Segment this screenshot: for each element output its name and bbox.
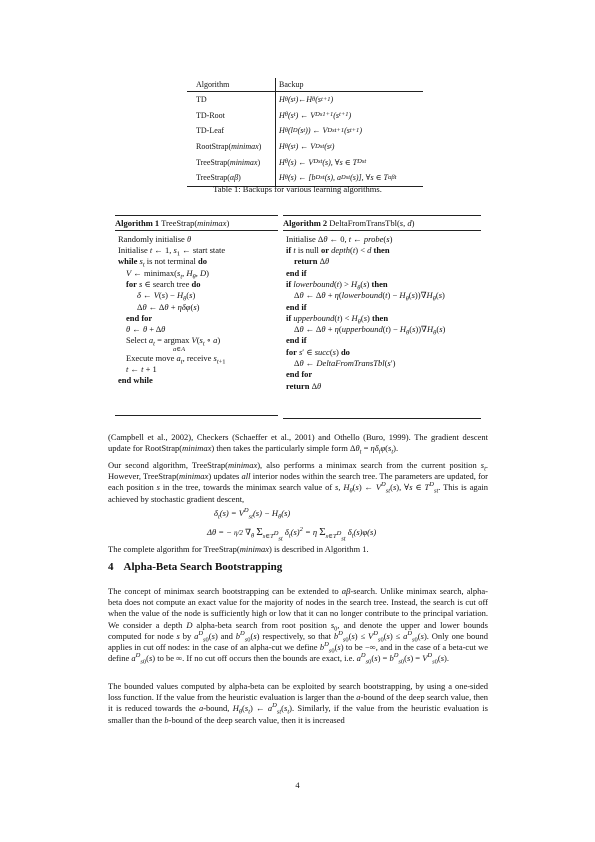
table-caption: Table 1: Backups for various learning algorithms. (213, 184, 382, 194)
table-row (187, 108, 423, 124)
paragraph-3: The complete algorithm for TreeStrap(minimax) is described in Algorithm 1. (108, 544, 369, 554)
table-cell-backup: H θ (s t ) ← H θ (s t+1 ) (275, 92, 333, 108)
table-cell-backup: H θ (l D (s t )) ← V D st+1 (s t+1 ) (275, 123, 362, 139)
algo-line: Δθ ← DeltaFromTransTbl(s′) (294, 358, 396, 369)
algo-line: end while (118, 375, 153, 386)
algo-line: end if (286, 267, 307, 278)
algo-line: while $s_t$ is not terminal do (118, 256, 207, 270)
algo-line: end if (286, 335, 307, 346)
equation-delta: $\delta_t(s) = V^D_{st}(s) - H_\theta(s)$ (214, 507, 291, 521)
table-row (187, 92, 423, 108)
table-cell-backup: H θ (s) ← V D st (s), ∀s ∈ T D st (275, 154, 366, 170)
section-heading: 4 Alpha-Beta Search Bootstrapping (108, 561, 283, 573)
algo-line: for s ∈ search tree do (126, 278, 201, 289)
algo-line: if t is null or depth(t) < d then (286, 245, 390, 256)
algorithm-2-title: Algorithm 2 DeltaFromTransTbl(s, d) (283, 215, 481, 231)
algorithm-2-body (283, 231, 481, 392)
table-cell-algorithm: TD (196, 95, 207, 105)
algo-line: end for (286, 369, 313, 380)
paragraph-1: (Campbell et al., 2002), Checkers (Schaeffer et al., 2001) and Othello (Buro, 1999). The gradient descent update for RootStrap(minimax) then takes the particularly simple form $\Delta\theta_t = \eta\delta_t\varphi(s_t)$. (108, 432, 488, 456)
equation-update: Δθ = − η/2 $\nabla_\theta$ $\Sigma_{s\in T^D_{st}}$ $\delta_t(s)^2 = \eta$ $\Sigma_{s\in T^D_{st}}$ $\delta_t(s)\varphi(s)$ (207, 526, 377, 542)
algo-line: V ← $minimax(s_t$, $H_\theta$, D) (126, 267, 209, 281)
algorithm-1-body (115, 231, 278, 387)
algo-line: for s′ ∈ succ(s) do (286, 346, 350, 357)
algo-line: Select $a_t = argmax$ $V(s_t$ ∘ a) (126, 335, 221, 349)
paragraph-5: The bounded values computed by alpha-beta can be exploited by search bootstrapping, by using a one-sided loss function. If the value from the heuristic evaluation is larger than the a-bound of the deep search value, then it is reduced towards the a-bound, $H_\theta(s_t)$ ← $a^D_{st}(s_t)$. Similarly, if the value from the heuristic evaluation is smaller than the b-bound of the deep search value, then it is increased (108, 681, 488, 725)
table-cell-backup: H θ (s) ← [b D st (s), a D st (s)], ∀s ∈ T αβ t (275, 170, 396, 186)
algo-line: return Δθ (294, 256, 330, 267)
algo-line: Δθ ← Δθ + η(lowerbound(t) − $H_\theta(s))\nabla H_\theta(s)$ (294, 290, 445, 303)
algo-line: if lowerbound(t) > $H_\theta(s)$ then (286, 278, 388, 292)
table-header-backup: Backup (275, 78, 303, 91)
table-cell-backup: H θ (s t ) ← V D st (s t ) (275, 139, 334, 155)
algo-line: Δθ ← Δθ + η(upperbound(t) − $H_\theta(s))\nabla H_\theta(s)$ (294, 324, 446, 337)
algo-line: Execute move $a_t$, receive $s_{t+1}$ (126, 352, 226, 366)
page-number: 4 (295, 780, 300, 790)
algorithm-1-box (115, 215, 278, 416)
table-cell-algorithm: TreeStrap(αβ) (196, 173, 241, 183)
algo-line: t ← t + 1 (126, 364, 157, 375)
table-cell-algorithm: TD-Root (196, 110, 225, 120)
paragraph-4: The concept of minimax search bootstrapping can be extended to αβ-search. Unlike minimax search, alpha-beta does not compute an exact value for the majority of nodes in the search tree. Instead, the search is cut off when the value of the node is sufficiently high or low that it can no longer contribute to the principal variation. We consider a depth D alpha-beta search from root position $s_0$, and denote the upper and lower bounds computed for node s by $a^D_{s0}(s)$ and $b^D_{s0}(s)$ respectively, so that $b^D_{s0}(s) \le V^D_{s0}(s) \le a^D_{s0}(s)$. Only one bound applies in cut off nodes: in the case of an alpha-cut we define $b^D_{s0}(s)$ to be −∞, and in the case of a beta-cut we define $a^D_{s0}(s)$ to be ∞. If no cut off occurs then the bounds are exact, i.e. $a^D_{s0}(s) = b^D_{s0}(s) = V^D_{s0}(s)$. (108, 586, 489, 666)
table-row (187, 154, 423, 170)
table-cell-algorithm: TreeStrap(minimax) (196, 157, 261, 167)
table-cell-algorithm: RootStrap(minimax) (196, 142, 262, 152)
algo-line: θ ← θ + Δθ (126, 324, 166, 335)
algorithm-2-box (283, 215, 481, 419)
table-header-row (187, 78, 423, 91)
algo-line: δ ← $V(s) - H_\theta(s)$ (137, 290, 196, 303)
algo-line: Initialise Δθ ← 0, t ← probe(s) (286, 233, 393, 244)
algorithm-1-title: Algorithm 1 TreeStrap(minimax) (115, 215, 278, 231)
algo-line: Randomly initialise θ (118, 233, 192, 244)
algo-line: return Δθ (286, 380, 322, 391)
table-cell-algorithm: TD-Leaf (196, 126, 224, 136)
table-row (187, 139, 423, 155)
algo-line: Δθ ← Δθ + ηδφ(s) (137, 301, 200, 312)
paragraph-2: Our second algorithm, TreeStrap(minimax), also performs a minimax search from the current position $s_t$. However, TreeStrap(minimax) updates all interior nodes within the search tree. The parameters are updated, for each position s in the tree, towards the minimax search value of s, $H_\theta(s)$ ← $V^D_{st}(s)$, ∀s ∈ $T^D_{st}$. This is again achieved by stochastic gradient descent, (108, 460, 489, 504)
table-cell-backup: H θ (s t ) ← V D s1+1 (s t+1 ) (275, 108, 351, 124)
algo-line: end for (126, 312, 153, 323)
algo-line: Initialise t ← 1, $s_1$ ← start state (118, 245, 226, 258)
table-header-algorithm: Algorithm (196, 80, 230, 89)
backups-table (187, 78, 423, 187)
algo-line: if upperbound(t) < $H_\theta(s)$ then (286, 312, 389, 326)
algo-line-subscript: a∈A (173, 345, 186, 353)
algo-line: end if (286, 301, 307, 312)
table-row (187, 123, 423, 139)
